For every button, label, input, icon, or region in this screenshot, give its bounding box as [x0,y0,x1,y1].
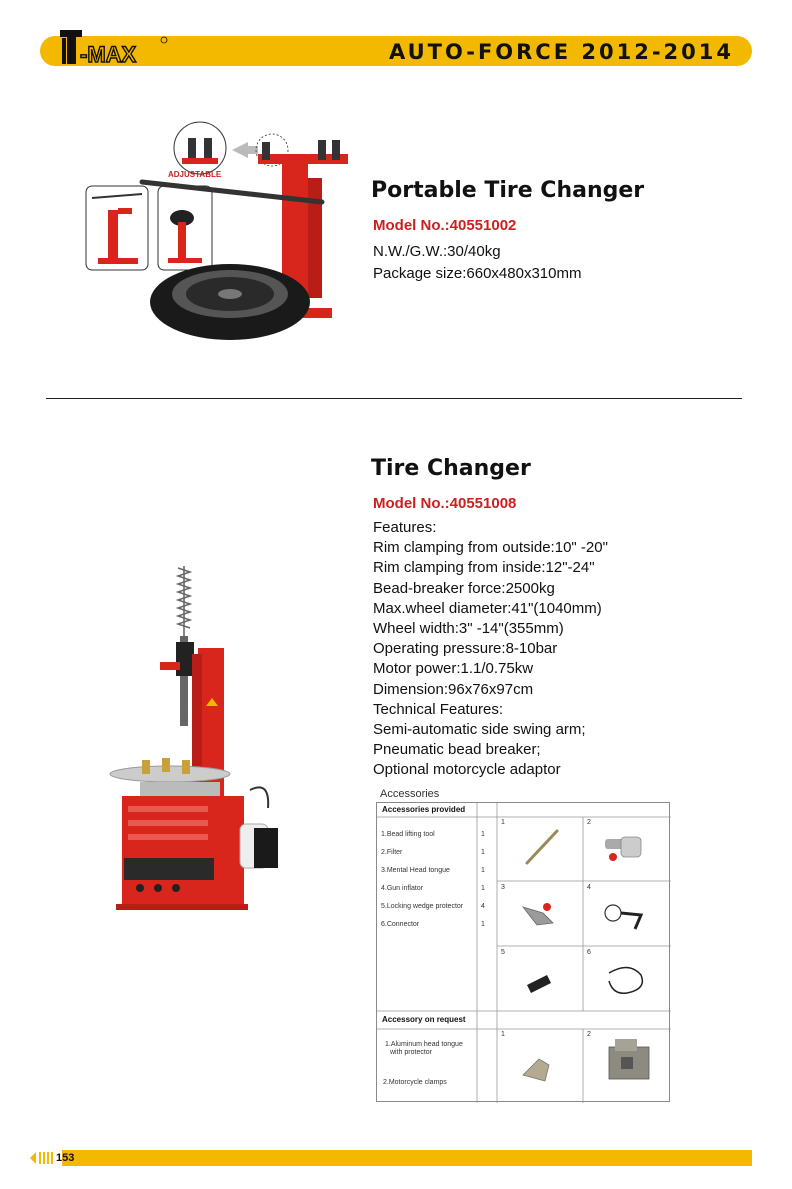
product-2-title: Tire Changer [371,456,531,481]
spec-line: Max.wheel diameter:41"(1040mm) [373,599,602,617]
photo-number: 5 [501,949,505,956]
accessory-item: 4.Gun inflator [381,885,424,892]
spec-line: Wheel width:3" -14"(355mm) [373,620,564,638]
request-item: 2.Motorcycle clamps [383,1079,447,1086]
photo-number: 6 [587,949,591,956]
accessory-item: 2.Filter [381,849,403,856]
product-2-model: Model No.:40551008 [373,495,517,512]
product-1-title: Portable Tire Changer [371,178,645,203]
request-item: 1.Aluminum head tongue [385,1041,463,1048]
accessory-item: 1.Bead lifting tool [381,831,435,838]
brand-title: AUTO-FORCE 2012-2014 [389,40,734,64]
accessories-table [376,802,670,1102]
spec-line: Rim clamping from inside:12"-24" [373,559,595,577]
brand-logo [58,26,178,70]
product-2-specs [373,518,608,781]
spec-line: Technical Features: [373,700,504,718]
spec-line: Features: [373,519,437,536]
page-number: 153 [56,1152,75,1164]
request-item-detail: with protector [390,1049,433,1056]
tire-changer-image [100,558,282,918]
product-1-model: Model No.:40551002 [373,217,517,234]
accessory-item: 3.Mental Head tongue [381,867,450,874]
photo-number: 4 [587,884,591,891]
spec-line: Pneumatic bead breaker; [373,741,541,759]
section-divider [46,398,742,399]
accessory-qty: 4 [481,903,485,910]
accessory-item: 6.Connector [381,921,420,928]
accessory-qty: 1 [481,867,485,874]
request-photo-number: 2 [587,1031,591,1038]
spec-line: Bead-breaker force:2500kg [373,579,555,597]
product-1-spec-package: Package size:660x480x310mm [373,265,582,282]
accessory-qty: 1 [481,849,485,856]
accessory-item: 5.Locking wedge protector [381,903,464,910]
footer-bar [40,1150,752,1166]
spec-line: Semi-automatic side swing arm; [373,721,586,739]
spec-line: Optional motorcycle adaptor [373,761,561,779]
accessory-qty: 1 [481,885,485,892]
request-photo-number: 1 [501,1031,505,1038]
portable-tire-changer-image [82,118,352,354]
adjustable-label: ADJUSTABLE [168,170,222,179]
product-1-spec-weight: N.W./G.W.:30/40kg [373,243,501,260]
accessory-qty: 1 [481,921,485,928]
photo-number: 2 [587,819,591,826]
photo-number: 1 [501,819,505,826]
photo-number: 3 [501,884,505,891]
spec-line: Motor power:1.1/0.75kw [373,660,534,678]
accessory-qty: 1 [481,831,485,838]
spec-line: Dimension:96x76x97cm [373,680,534,698]
svg-text:-MAX: -MAX [80,42,137,67]
spec-line: Operating pressure:8-10bar [373,640,558,658]
accessories-provided-header: Accessories provided [382,805,466,814]
accessory-on-request-header: Accessory on request [382,1015,466,1024]
accessories-label: Accessories [380,788,440,800]
spec-line: Rim clamping from outside:10" -20" [373,539,608,557]
